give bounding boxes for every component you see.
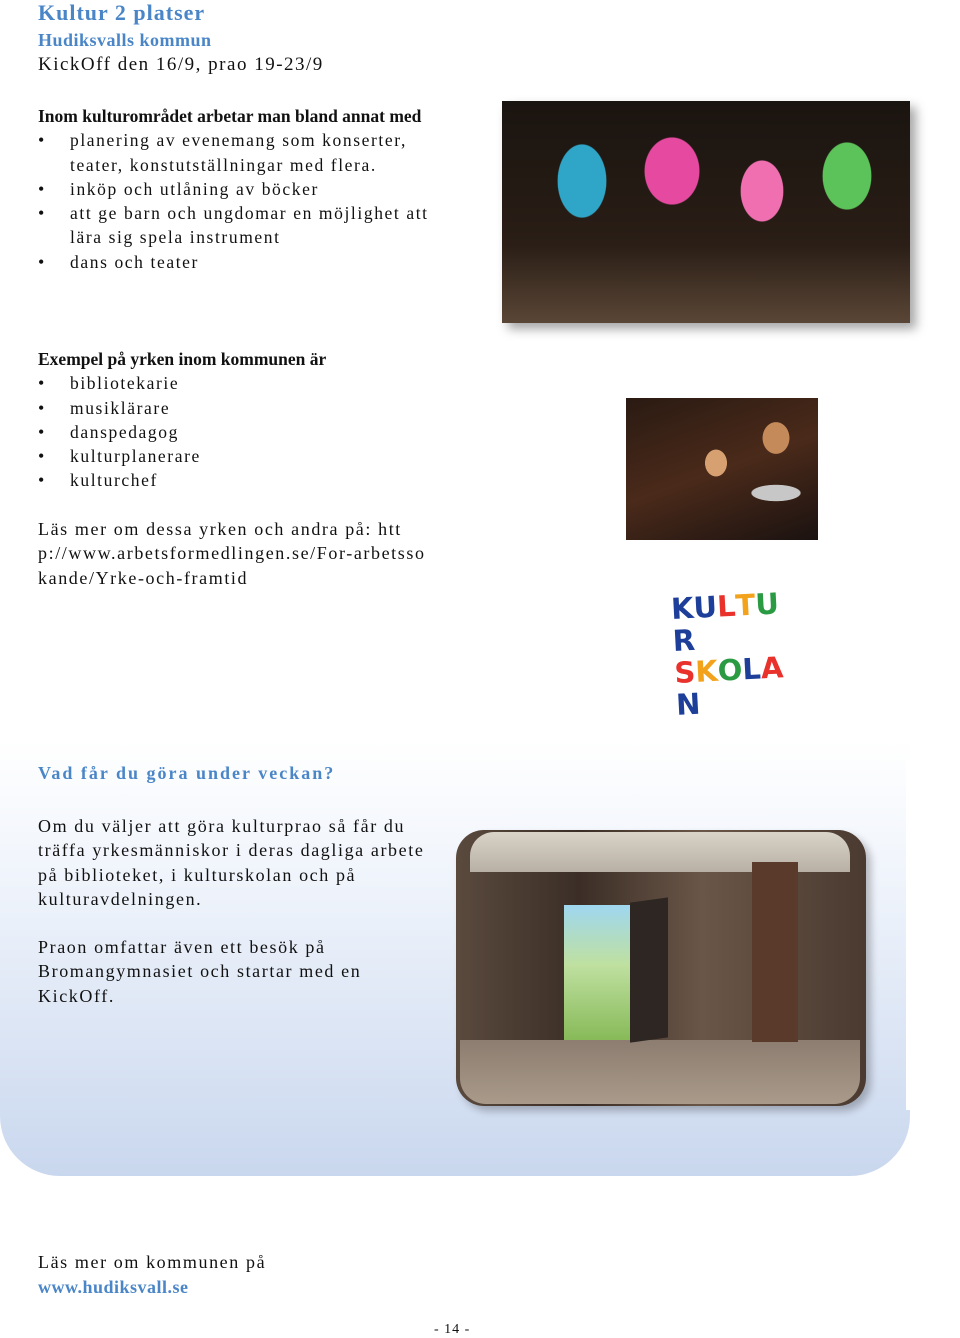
week-paragraph-2: Praon omfattar även ett besök på Bromangymnasiet och startar med en KickOff. <box>38 937 362 1006</box>
list-item: • inköp och utlåning av böcker <box>38 177 438 201</box>
panel-edge <box>906 760 910 1110</box>
logo-letter: L <box>716 588 737 624</box>
logo-letter: U <box>692 589 718 625</box>
logo-letter: N <box>675 686 702 722</box>
drummer-photo <box>626 398 818 540</box>
week-heading: Vad får du göra under veckan? <box>38 763 336 783</box>
jobs-list <box>38 371 458 492</box>
read-more-text: Läs mer om dessa yrken och andra på: http://www.arbetsformedlingen.se/For-arbetssokande/Yrke-och-framtid <box>38 519 426 588</box>
logo-letter: K <box>694 653 719 689</box>
page-number: - 14 - <box>434 1322 471 1337</box>
list-item: • musiklärare <box>38 396 458 420</box>
list-item: • kulturchef <box>38 468 458 492</box>
intro-heading: Inom kulturområdet arbetar man bland annat med <box>38 106 422 126</box>
dancers-photo <box>502 101 910 323</box>
intro-list <box>38 128 438 274</box>
logo-line-2 <box>674 651 793 721</box>
jobs-heading: Exempel på yrken inom kommunen är <box>38 349 327 369</box>
logo-letter: A <box>759 650 785 686</box>
kulturskolan-logo <box>670 586 790 722</box>
list-item: • bibliotekarie <box>38 371 458 395</box>
page-title: Kultur 2 platser <box>38 0 206 25</box>
list-item: • kulturplanerare <box>38 444 458 468</box>
logo-line-1 <box>670 587 789 657</box>
list-item: • att ge barn och ungdomar en möjlighet att lära sig spela instrument <box>38 201 438 250</box>
barn-door <box>630 897 668 1042</box>
intro-section <box>38 104 458 274</box>
list-item: • danspedagog <box>38 420 458 444</box>
kickoff-dates: KickOff den 16/9, prao 19-23/9 <box>38 54 324 75</box>
barn-floor <box>460 1040 860 1104</box>
logo-letter: S <box>673 654 697 690</box>
logo-letter: U <box>754 586 780 622</box>
logo-letter: R <box>671 622 696 658</box>
footer-text: Läs mer om kommunen på <box>38 1252 267 1272</box>
municipality-subtitle: Hudiksvalls kommun <box>38 30 212 50</box>
logo-letter: T <box>734 587 757 623</box>
week-paragraph-1: Om du väljer att göra kulturprao så får du träffa yrkesmänniskor i deras dagliga arbete på biblioteket, i kulturskolan och på kulturavdelningen. <box>38 816 425 909</box>
barn-side-door <box>752 862 798 1042</box>
list-item: • planering av evenemang som konserter, teater, konstutställningar med flera. <box>38 128 438 177</box>
jobs-section <box>38 347 458 493</box>
list-item: • dans och teater <box>38 250 438 274</box>
logo-letter: O <box>716 652 744 688</box>
logo-letter: L <box>741 651 762 687</box>
hudiksvall-link[interactable]: www.hudiksvall.se <box>38 1277 189 1297</box>
logo-letter: K <box>670 590 695 627</box>
